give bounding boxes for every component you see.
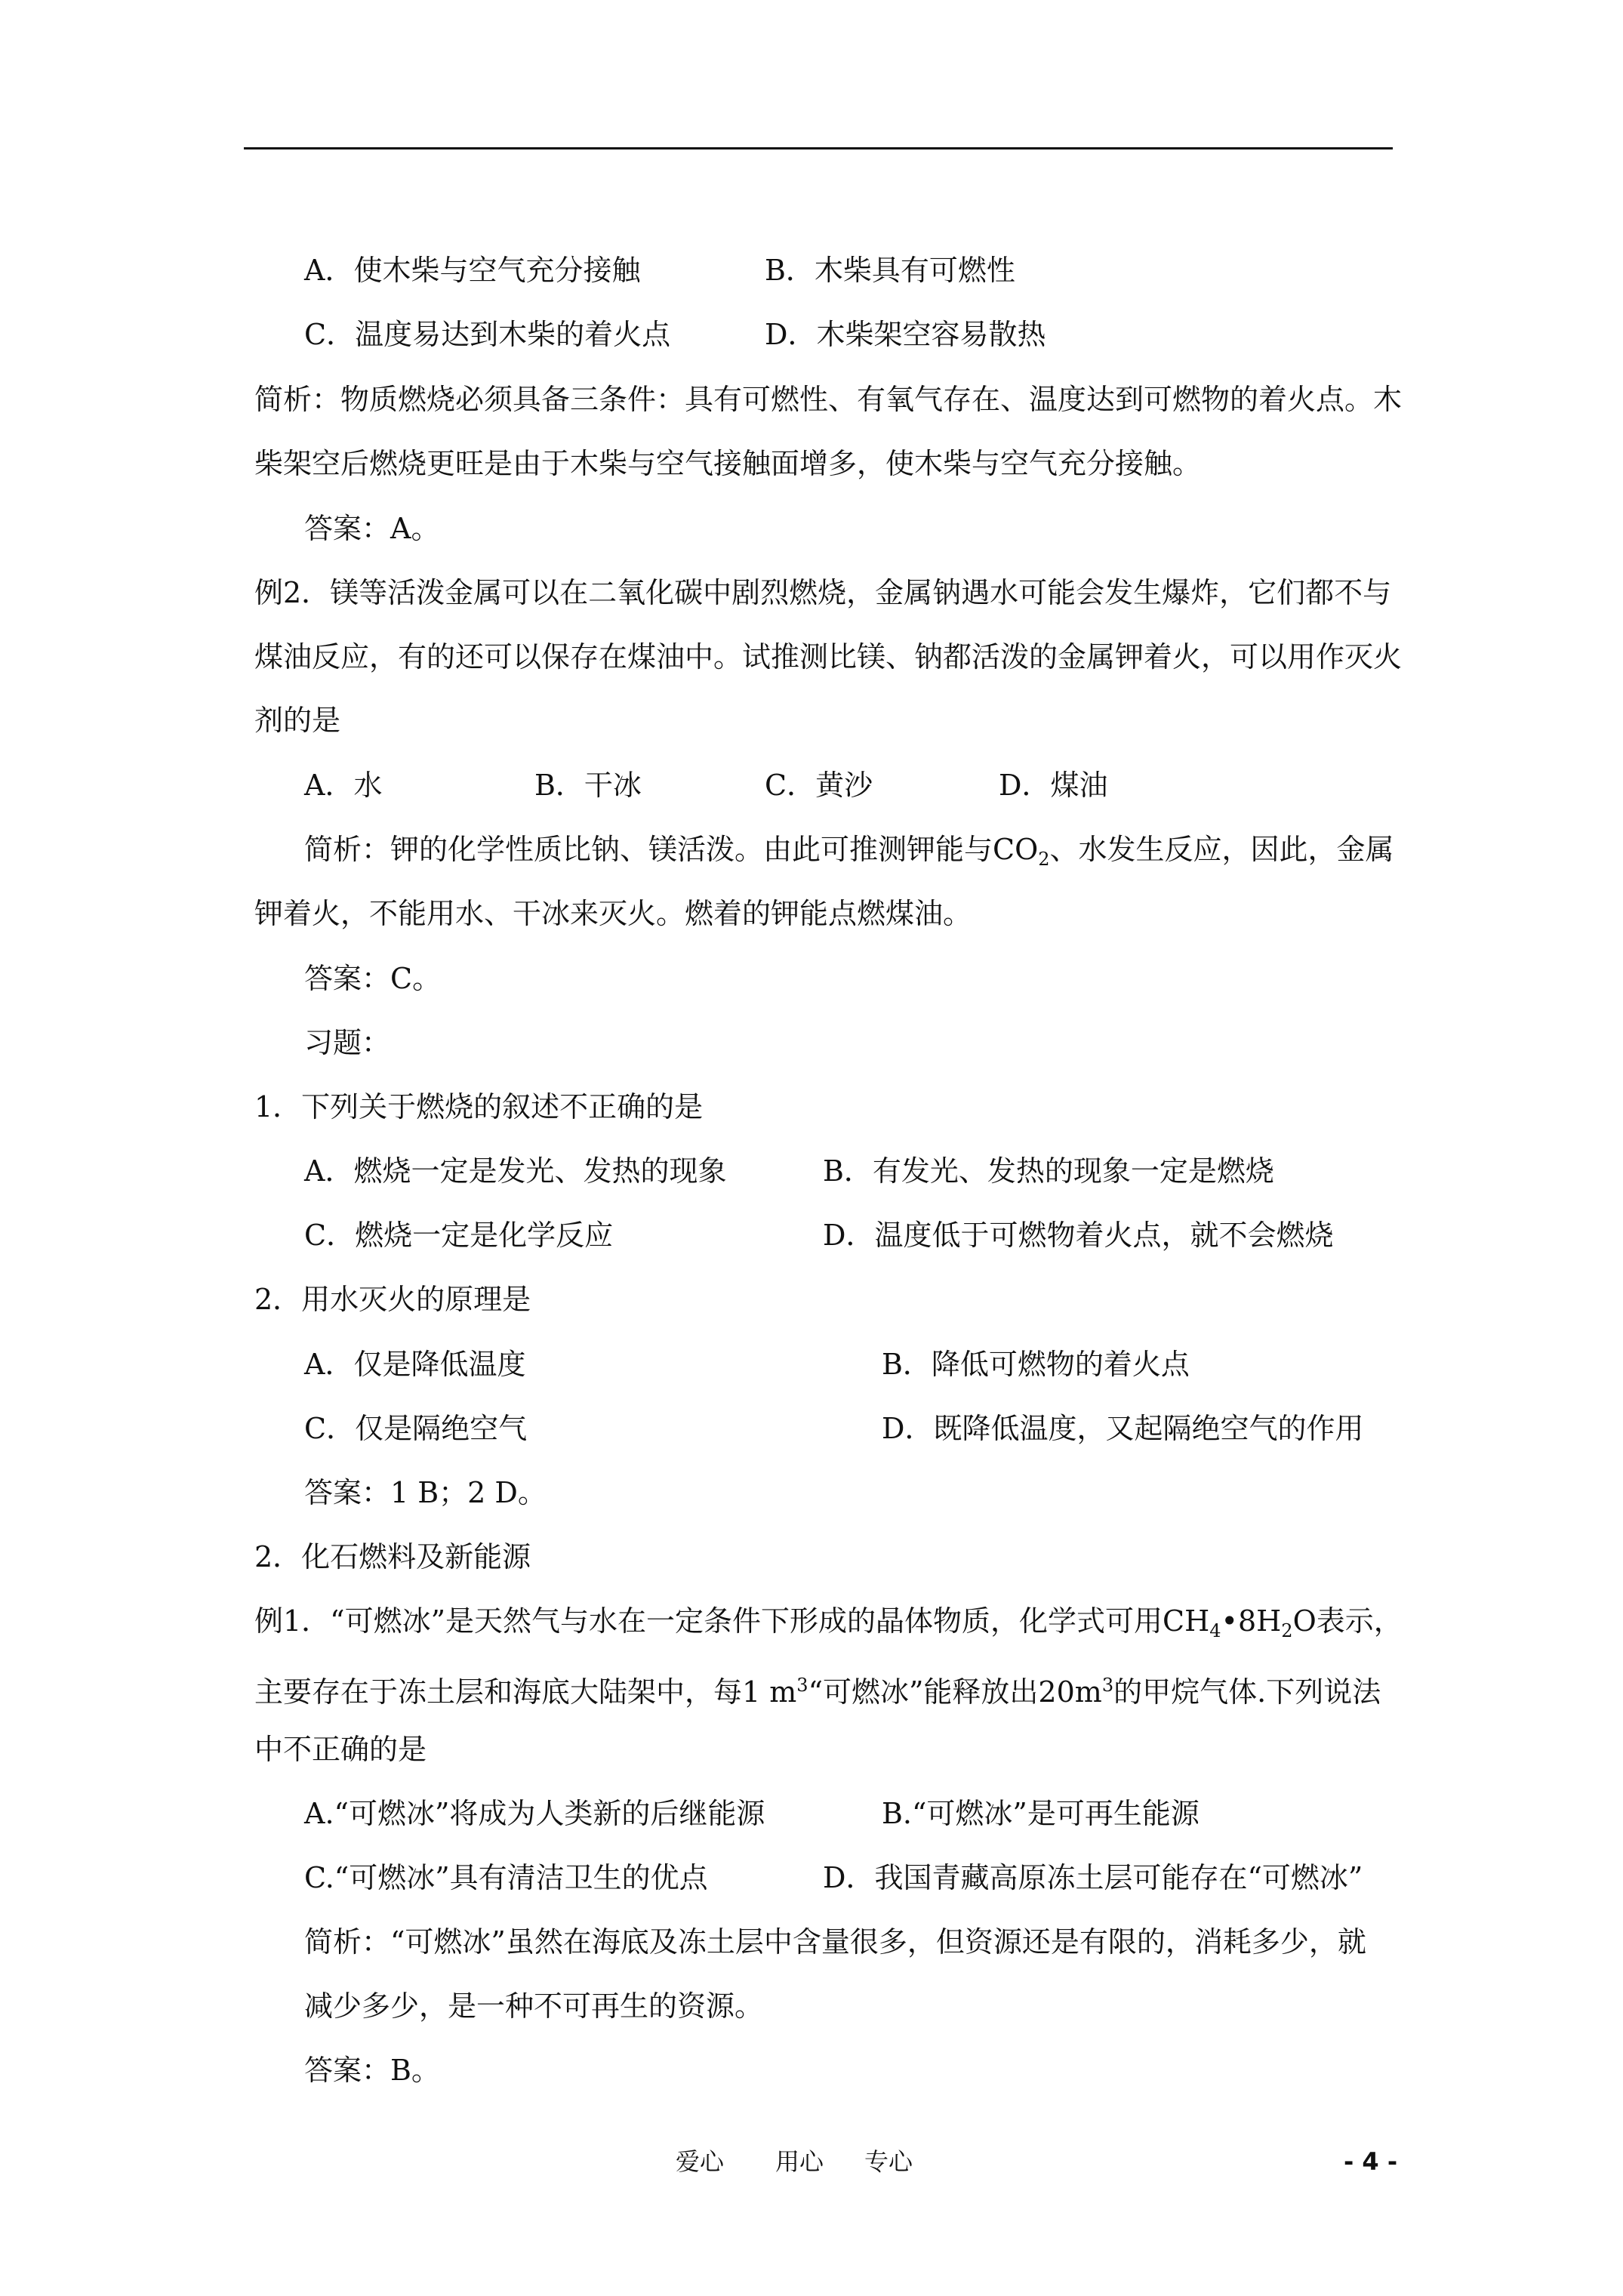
option-b: B．降低可燃物的着火点	[882, 1348, 1190, 1381]
analysis-line: 钾着火，不能用水、干冰来灭火。燃着的钾能点燃煤油。	[254, 897, 972, 930]
analysis-line: 简析：钾的化学性质比钠、镁活泼。由此可推测钾能与$CO_2$、水发生反应，因此，金属	[304, 833, 1394, 870]
option-b: B．干冰	[534, 769, 642, 802]
analysis-line: 简析：物质燃烧必须具备三条件：具有可燃性、有氧气存在、温度达到可燃物的着火点。木	[254, 383, 1403, 416]
option-c: C．黄沙	[765, 769, 873, 802]
option-d: D．我国青藏高原冻土层可能存在“可燃冰”	[823, 1861, 1363, 1894]
question: 1．下列关于燃烧的叙述不正确的是	[254, 1090, 704, 1123]
footer-left: 爱心	[676, 2147, 725, 2176]
example-stem: 煤油反应，有的还可以保存在煤油中。试推测比镁、钠都活泼的金属钾着火，可以用作灭火	[254, 640, 1403, 673]
option-d: D．煤油	[999, 769, 1108, 802]
example-stem: 剂的是	[254, 704, 341, 737]
exercises-title: 习题：	[304, 1026, 391, 1059]
option-d: D．温度低于可燃物着火点，就不会燃烧	[823, 1219, 1334, 1252]
option-b: B.“可燃冰”是可再生能源	[882, 1797, 1200, 1830]
option-a: A．水	[304, 769, 383, 802]
formula-co2: $CO_2$	[993, 833, 1050, 870]
option-d: D．既降低温度，又起隔绝空气的作用	[882, 1412, 1364, 1445]
option-a: A.“可燃冰”将成为人类新的后继能源	[304, 1797, 765, 1830]
answer: 答案：B。	[304, 2054, 440, 2087]
option-c: C．燃烧一定是化学反应	[304, 1219, 614, 1252]
example-stem: 例1．“可燃冰”是天然气与水在一定条件下形成的晶体物质，化学式可用$CH_4•8H_2O$表示，	[254, 1604, 1403, 1641]
footer-right: 专心	[864, 2147, 913, 2176]
option-d: D．木柴架空容易散热	[765, 318, 1046, 351]
answer: 答案：C。	[304, 962, 442, 995]
option-c: C.“可燃冰”具有清洁卫生的优点	[304, 1861, 708, 1894]
analysis-line: 简析：“可燃冰”虽然在海底及冻土层中含量很多，但资源还是有限的，消耗多少，就	[304, 1925, 1366, 1959]
example-stem: 中不正确的是	[254, 1733, 427, 1766]
example-stem: 例2．镁等活泼金属可以在二氧化碳中剧烈燃烧，金属钠遇水可能会发生爆炸，它们都不与	[254, 576, 1392, 609]
option-b: B．有发光、发热的现象一定是燃烧	[823, 1154, 1274, 1188]
footer-mid: 用心	[775, 2147, 824, 2176]
option-c: C．仅是隔绝空气	[304, 1412, 528, 1445]
formula-ch4-8h2o: $CH_4•8H_2O$	[1163, 1604, 1317, 1641]
analysis-line: 减少多少，是一种不可再生的资源。	[304, 1989, 764, 2023]
option-c: C．温度易达到木柴的着火点	[304, 318, 671, 351]
section-title: 2．化石燃料及新能源	[254, 1540, 531, 1573]
option-b: B．木柴具有可燃性	[765, 254, 1015, 287]
option-a: A．仅是降低温度	[304, 1348, 526, 1381]
question: 2．用水灭火的原理是	[254, 1283, 531, 1316]
option-a: A．燃烧一定是发光、发热的现象	[304, 1154, 727, 1188]
answer: 答案：1 B；2 D。	[304, 1476, 547, 1509]
page-number: - 4 -	[1344, 2147, 1398, 2176]
header-rule	[244, 147, 1393, 149]
answer: 答案：A。	[304, 512, 440, 545]
option-a: A．使木柴与空气充分接触	[304, 254, 641, 287]
example-stem: 主要存在于冻土层和海底大陆架中，每1 $m^3“$可燃冰”能释放出$20m^3$的甲烷气体.下列说法	[254, 1675, 1381, 1709]
analysis-line: 柴架空后燃烧更旺是由于木柴与空气接触面增多，使木柴与空气充分接触。	[254, 447, 1202, 480]
